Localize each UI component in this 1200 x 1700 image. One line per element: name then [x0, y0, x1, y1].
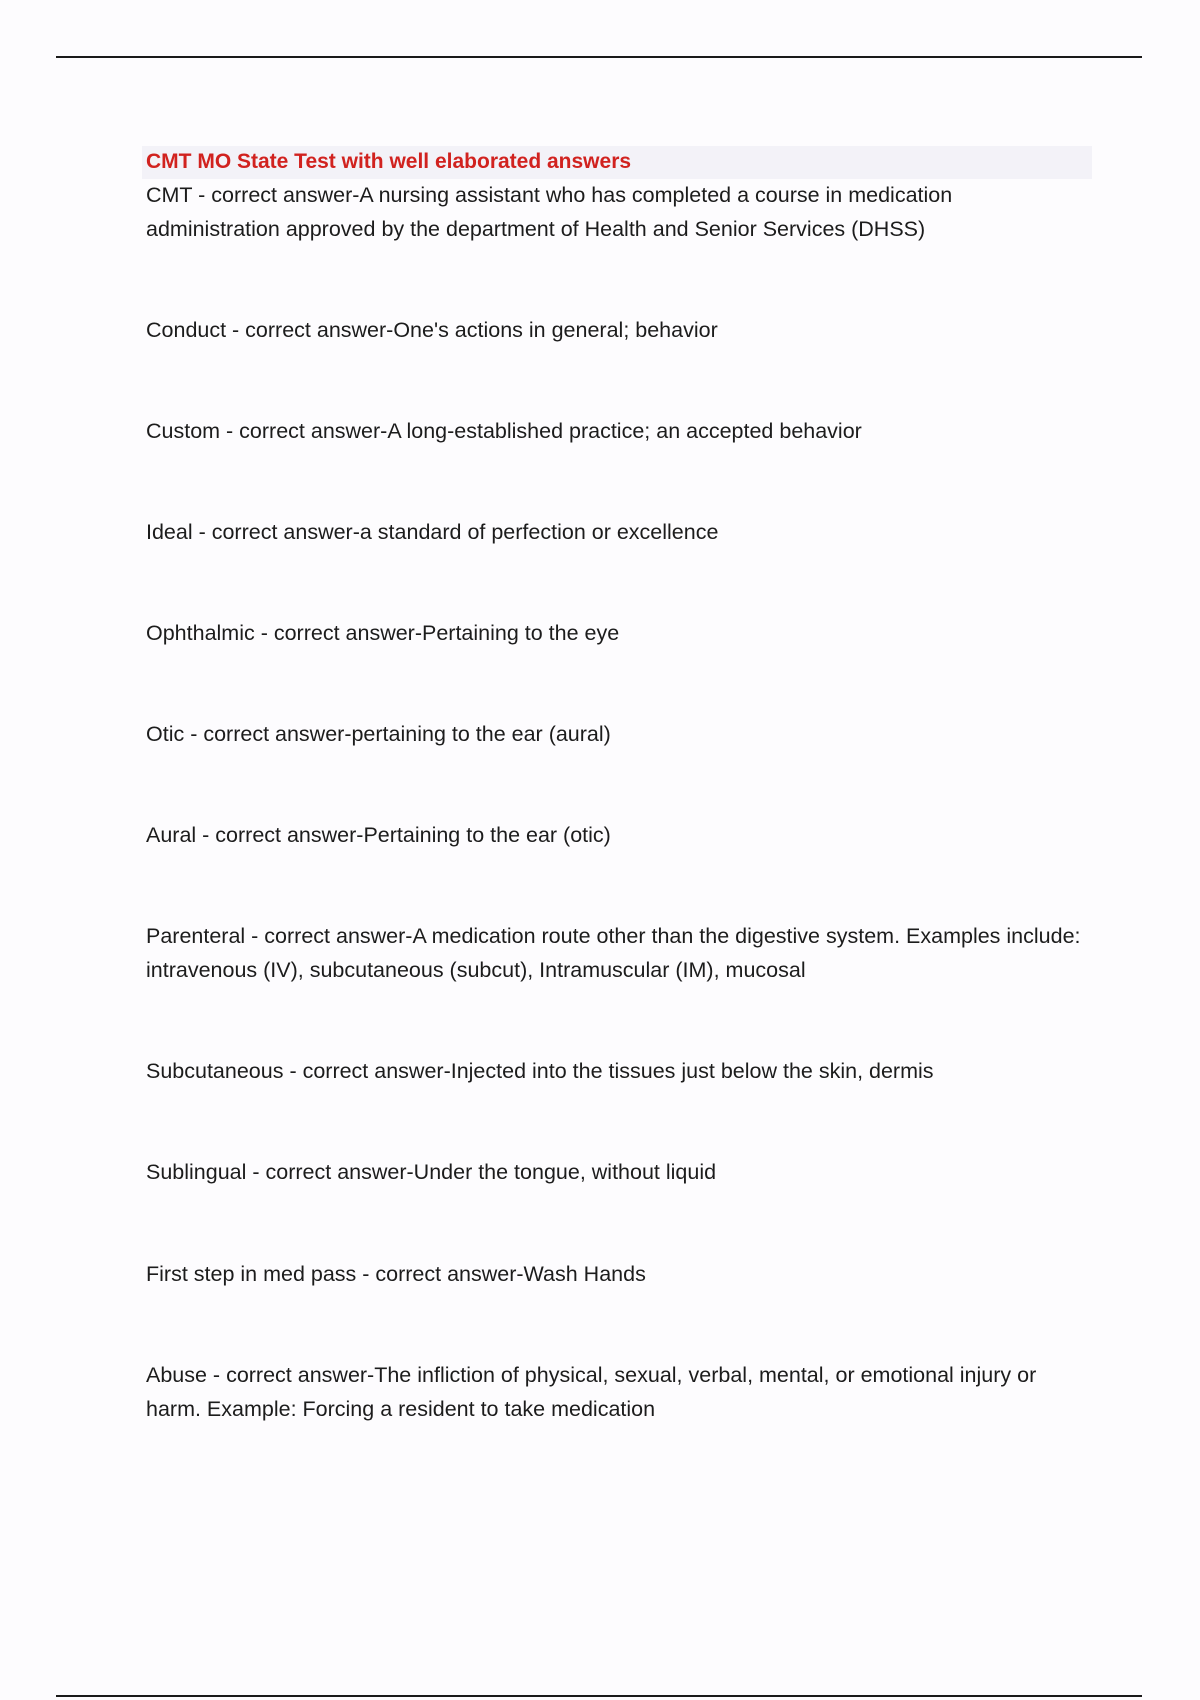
entry-otic: Otic - correct answer-pertaining to the ear (aural)	[146, 722, 611, 746]
entry-cmt: CMT - correct answer-A nursing assistant who has completed a course in medication administration approved by the department of Health and Senior Services (DHSS)	[146, 183, 953, 241]
entry-ophthalmic: Ophthalmic - correct answer-Pertaining to the eye	[146, 621, 620, 645]
footer-rule	[56, 1695, 1142, 1697]
entry-ideal: Ideal - correct answer-a standard of perfection or excellence	[146, 520, 719, 544]
entry-conduct: Conduct - correct answer-One's actions in general; behavior	[146, 318, 718, 342]
entry-sublingual: Sublingual - correct answer-Under the tongue, without liquid	[146, 1160, 717, 1184]
entry-parenteral: Parenteral - correct answer-A medication route other than the digestive system. Examples include: intravenous (IV), subcutaneous (subcut), Intramuscular (IM), mucosal	[146, 924, 1081, 982]
entry-abuse: Abuse - correct answer-The infliction of physical, sexual, verbal, mental, or emotional injury or harm. Example: Forcing a resident to take medication	[146, 1363, 1037, 1421]
entry-custom: Custom - correct answer-A long-established practice; an accepted behavior	[146, 419, 862, 443]
entry-first-step-med-pass: First step in med pass - correct answer-Wash Hands	[146, 1262, 646, 1286]
entry-subcutaneous: Subcutaneous - correct answer-Injected into the tissues just below the skin, dermis	[146, 1059, 934, 1083]
document-title: CMT MO State Test with well elaborated answers	[146, 150, 632, 173]
entry-aural: Aural - correct answer-Pertaining to the ear (otic)	[146, 823, 611, 847]
header-rule	[56, 56, 1142, 58]
